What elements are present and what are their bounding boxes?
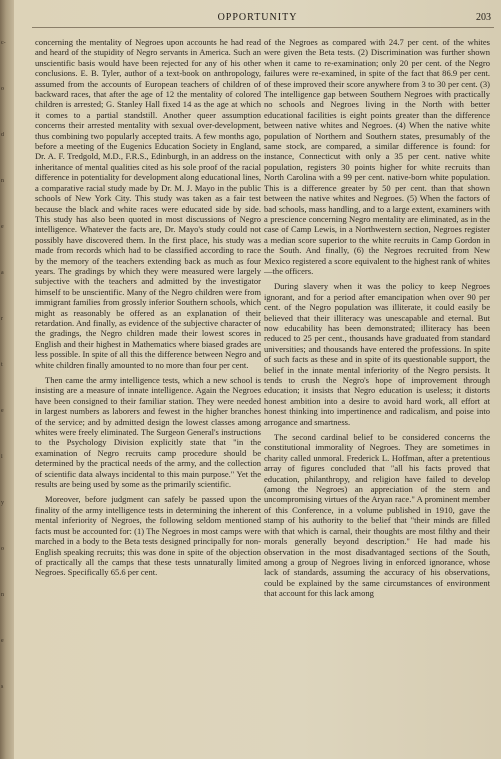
book-binding-gutter (0, 0, 14, 759)
facing-page-fragment: r (1, 316, 3, 322)
facing-page-fragment: s (1, 684, 4, 690)
facing-page-fragment: e (1, 638, 4, 644)
facing-page-fragment: o (1, 86, 4, 92)
facing-page-fragment: e (1, 408, 4, 414)
facing-page-fragment: e (1, 224, 4, 230)
facing-page-fragment: t (1, 362, 3, 368)
running-head (14, 12, 501, 28)
facing-page-fragment: n (1, 592, 4, 598)
magazine-page (14, 0, 501, 759)
facing-page-fragment: y (1, 500, 4, 506)
body-paragraph: Then came the army intelligence tests, which a new school is insisting are a measure of innate intelligence. Again the Negroes have been consigned to their familiar station. They were needed in largest numbers as laborers and fewest in the higher branches of the service; and by admitted design the lowest classes among whites were freely eliminated. The Surgeon General's instructions to the Psychology Division explicitly state that "in the examination of Negro recruits camp procedure should be determined by the practical needs of the army, and the collection of scientific data always incidental to this main purpose." Yet the results are being used by some as the primarily scientific. (35, 375, 261, 490)
facing-page-fragment: a (1, 270, 4, 276)
facing-page-fragment: n (1, 178, 4, 184)
body-paragraph: Moreover, before judgment can safely be passed upon the finality of the army intelligence tests in determining the inherent mental inferiority of Negroes, the following seldom mentioned facts must be accounted for: (1) The Negroes in most camps were marched in a body to the Beta tests designed principally for non-English speaking recruits; this was done in spite of the objection of practically all the camps that these tests unnaturally limited Negroes. Specifically 65.6 per cent. (35, 494, 261, 578)
right-column (264, 37, 490, 599)
left-column (35, 37, 261, 578)
body-paragraph: of the Negroes as compared with 24.7 per cent. of the whites were given the Beta tests. (2) Discrimination was further shown when it came to re-examination; only 20 per cent. of the Negro failures were re-examined, in spite of the fact that 86.9 per cent. of these improved their score anywhere from 3 to 30 per cent. (3) The intelligence gap between Southern Negroes with practically no schools and Negroes living in the North with better educational facilities is eight points greater than the difference between native whites and Negroes. (4) When the native white population of Northern and Southern states, presumably of the same stock, are compared, a similar difference is found: for instance, Connecticut with only a 35 per cent. native white population, registers 30 points higher for white recruits than North Carolina with a 99 per cent. native-born white population. This is a difference greater by 50 per cent. than that shown between the native whites and Negroes. (5) When the factors of bad schools, mass handling, and to a large extent, examiners with a prescience concerning Negro mentality are eliminated, as in the case of Camp Lewis, in a Northwestern section, Negroes register a median score superior to the white recruits in Camp Gordon in the South. And finally, (6) the Negroes recruited from New Mexico registered a score equivalent to the highest rank of whites—the officers. (264, 37, 490, 276)
body-paragraph: The second cardinal belief to be considered concerns the constitutional immorality of Negroes. They are sometimes in charity called unmoral. Frederick L. Hoffman, after a pretentious array of figures concluded that "all his facts proved that education, philanthropy, and religion have failed to develop (among the Negroes) an appreciation of the stern and uncompromising virtues of the Aryan race." A prominent member of this Conference, in a volume published in 1910, gave the stamp of his authority to the belief that "their minds are filled with that which is carnal, their thoughts are most filthy and their morals generally beyond description." He had made his observation in the most disadvantaged sections of the South, among a group of Negroes living in enforced ignorance, whose lack of standards, assuming the accuracy of his observations, could be explained by the same circumstances of environment that account for this lack among (264, 432, 490, 599)
header-rule (32, 27, 494, 28)
facing-page-fragment: l (1, 454, 3, 460)
page-number: 203 (476, 12, 491, 23)
running-title: OPPORTUNITY (217, 12, 298, 23)
body-paragraph: concerning the mentality of Negroes upon accounts he had read and heard of the stupidity of Negro servants in America. Such an unscientific basis would have been rejected for any of his other conclusions. E. B. Tyler, author of a text-book on anthropology, assumed from the accounts of European teachers of children of backward races, that after the age of 12 the mentality of colored children is arrested; G. Stanley Hall fixed 14 as the age at which it comes to a partial standstill. Another queer assumption concerns their arrested mentality with sexual over-development, thus combining two popularly accepted traits. A few months ago, before a meeting of the Eugenics Education Society in England, Dr. A. F. Tredgold, M.D., F.R.S., Edinburgh, in an address on the inheritance of mental qualities cited as his sole proof of the racial difference in potentiality for development along educational lines, a comparative racial study made by Dr. M. J. Mayo in the public schools of New York City. This study was taken as a fair test because the black and white races were educated side by side. This study has also been quoted in most discussions of Negro intelligence. Whatever the facts are, Dr. Mayo's study could not possibly have discovered them. In the first place, his study was made from records which had to be classified according to race by the memory of the teachers extending back as much as four years. The gradings by which they were measured were largely subjective with the teachers and admitted by the investigator himself to be unscientific. Many of the Negro children were from immigrant families from grossly inferior Southern schools, which might as reasonably be offered as an explanation of their retardation. And finally, as evidence of the subjective character of the gradings, the Negro children made their lowest scores in English and their highest in Mathematics where biased grades are less possible. In spite of all this the difference between Negro and white children finally amounted to no more than four per cent. (35, 37, 261, 370)
body-paragraph: During slavery when it was the policy to keep Negroes ignorant, and for a period after emancipation when over 90 per cent. of the Negro population was illiterate, it could easily be believed that their illiteracy was unescapable and eternal. But now educability has been demonstrated; illiteracy has been reduced to 25 per cent., thousands have graduated from standard universities; and thousands have entered the professions. In spite of such facts as these and in spite of its questionable support, the belief in the innate mental inferiority of the Negro persists. It tends to crush the Negro's hope of improvement through education; it insists that Negro education is useless; it distorts honest ambition into a desire to avoid hard work, all effort at honest thinking into impertinence and radicalism, and poise into arrogance and smartness. (264, 281, 490, 427)
facing-page-fragment: c- (1, 40, 6, 46)
facing-page-fragment: o (1, 546, 4, 552)
facing-page-fragment: d (1, 132, 4, 138)
